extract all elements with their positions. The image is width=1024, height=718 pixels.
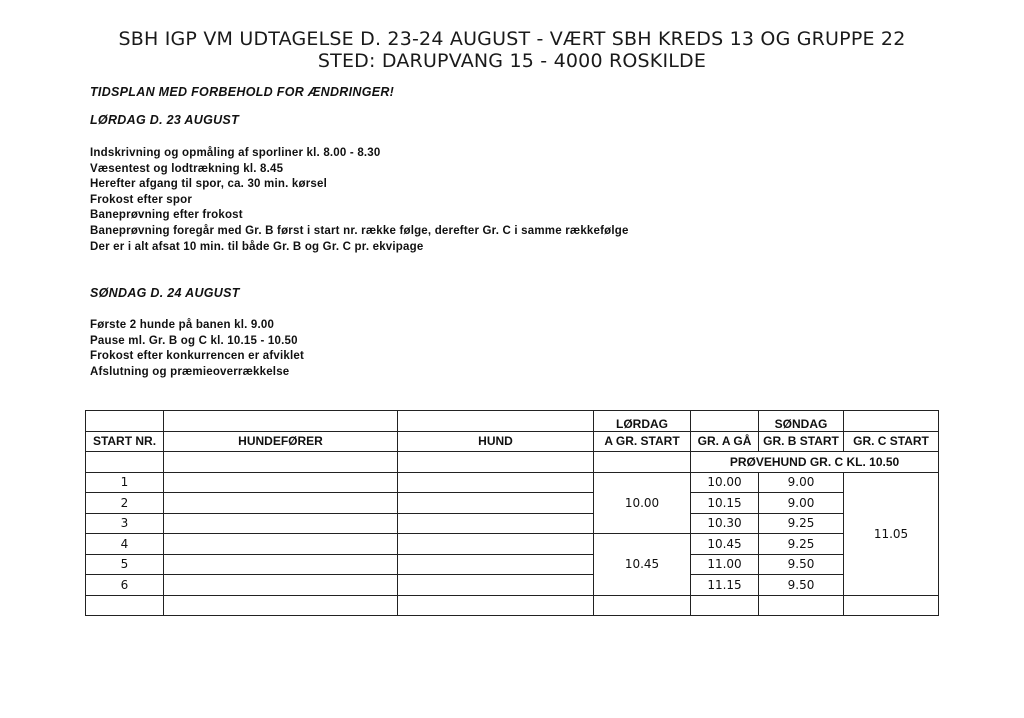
a-start-cell: 10.00 xyxy=(594,472,691,534)
table-row xyxy=(86,411,939,432)
table-row xyxy=(86,513,939,534)
gr-a-ga-cell: 11.00 xyxy=(691,554,759,575)
saturday-column-header: LØRDAG xyxy=(594,411,691,432)
sunday-column-header: SØNDAG xyxy=(759,411,844,432)
table-row xyxy=(86,554,939,575)
start-number: 2 xyxy=(86,493,164,514)
start-number: 5 xyxy=(86,554,164,575)
handler-cell xyxy=(164,472,398,493)
schedule-line: Baneprøvning foregår med Gr. B først i start nr. række følge, derefter Gr. C i samme rækkefølge xyxy=(90,224,629,237)
start-number: 4 xyxy=(86,534,164,555)
dog-cell xyxy=(398,472,594,493)
page-title-line-1: SBH IGP VM UDTAGELSE D. 23-24 AUGUST - VÆRT SBH KREDS 13 OG GRUPPE 22 xyxy=(118,28,906,50)
dog-cell xyxy=(398,575,594,596)
handler-cell xyxy=(164,554,398,575)
gr-a-ga-cell: 10.15 xyxy=(691,493,759,514)
a-start-cell: 10.45 xyxy=(594,534,691,596)
table-row xyxy=(86,595,939,616)
start-schedule-table xyxy=(85,410,939,616)
gr-b-start-cell: 9.50 xyxy=(759,554,844,575)
page-title-line-2: STED: DARUPVANG 15 - 4000 ROSKILDE xyxy=(317,50,707,72)
start-number: 6 xyxy=(86,575,164,596)
column-header-gr-b-start: GR. B START xyxy=(759,431,844,452)
gr-b-start-cell: 9.00 xyxy=(759,472,844,493)
schedule-line: Frokost efter konkurrencen er afviklet xyxy=(90,350,305,363)
dog-cell xyxy=(398,493,594,514)
gr-a-ga-cell: 10.00 xyxy=(691,472,759,493)
sunday-heading: SØNDAG D. 24 AUGUST xyxy=(90,286,240,300)
handler-cell xyxy=(164,493,398,514)
saturday-heading: LØRDAG D. 23 AUGUST xyxy=(90,113,239,127)
schedule-notice: TIDSPLAN MED FORBEHOLD FOR ÆNDRINGER! xyxy=(90,85,395,99)
gr-a-ga-cell: 10.45 xyxy=(691,534,759,555)
gr-c-start-cell: 11.05 xyxy=(844,472,939,595)
gr-a-ga-cell: 11.15 xyxy=(691,575,759,596)
table-header-row xyxy=(86,431,939,452)
schedule-line: Baneprøvning efter frokost xyxy=(90,209,243,222)
handler-cell xyxy=(164,575,398,596)
handler-cell xyxy=(164,534,398,555)
gr-b-start-cell: 9.25 xyxy=(759,513,844,534)
schedule-line: Frokost efter spor xyxy=(90,193,193,206)
dog-cell xyxy=(398,554,594,575)
start-number: 3 xyxy=(86,513,164,534)
gr-b-start-cell: 9.50 xyxy=(759,575,844,596)
table-row xyxy=(86,493,939,514)
sunday-schedule xyxy=(90,318,304,380)
dog-cell xyxy=(398,534,594,555)
schedule-line: Afslutning og præmieoverrækkelse xyxy=(90,365,290,378)
handler-cell xyxy=(164,513,398,534)
table-row xyxy=(86,452,939,473)
schedule-line: Indskrivning og opmåling af sporliner kl. 8.00 - 8.30 xyxy=(90,147,381,159)
dog-cell xyxy=(398,513,594,534)
column-header-a-start: A GR. START xyxy=(594,431,691,452)
table-row xyxy=(86,472,939,493)
schedule-line: Første 2 hunde på banen kl. 9.00 xyxy=(90,319,275,331)
column-header-gr-c-start: GR. C START xyxy=(844,431,939,452)
schedule-line: Herefter afgang til spor, ca. 30 min. kørsel xyxy=(90,178,327,191)
gr-b-start-cell: 9.25 xyxy=(759,534,844,555)
column-header-handler: HUNDEFØRER xyxy=(164,431,398,452)
column-header-start-nr: START NR. xyxy=(86,431,164,452)
gr-a-ga-cell: 10.30 xyxy=(691,513,759,534)
provehund-note: PRØVEHUND GR. C KL. 10.50 xyxy=(691,452,939,473)
schedule-line: Pause ml. Gr. B og C kl. 10.15 - 10.50 xyxy=(90,334,298,347)
column-header-dog: HUND xyxy=(398,431,594,452)
table-row xyxy=(86,534,939,555)
schedule-line: Der er i alt afsat 10 min. til både Gr. B og Gr. C pr. ekvipage xyxy=(90,240,424,253)
start-number: 1 xyxy=(86,472,164,493)
column-header-gr-a-ga: GR. A GÅ xyxy=(691,431,759,452)
schedule-line: Væsentest og lodtrækning kl. 8.45 xyxy=(90,162,284,175)
table-row xyxy=(86,575,939,596)
saturday-schedule xyxy=(90,146,629,255)
gr-b-start-cell: 9.00 xyxy=(759,493,844,514)
